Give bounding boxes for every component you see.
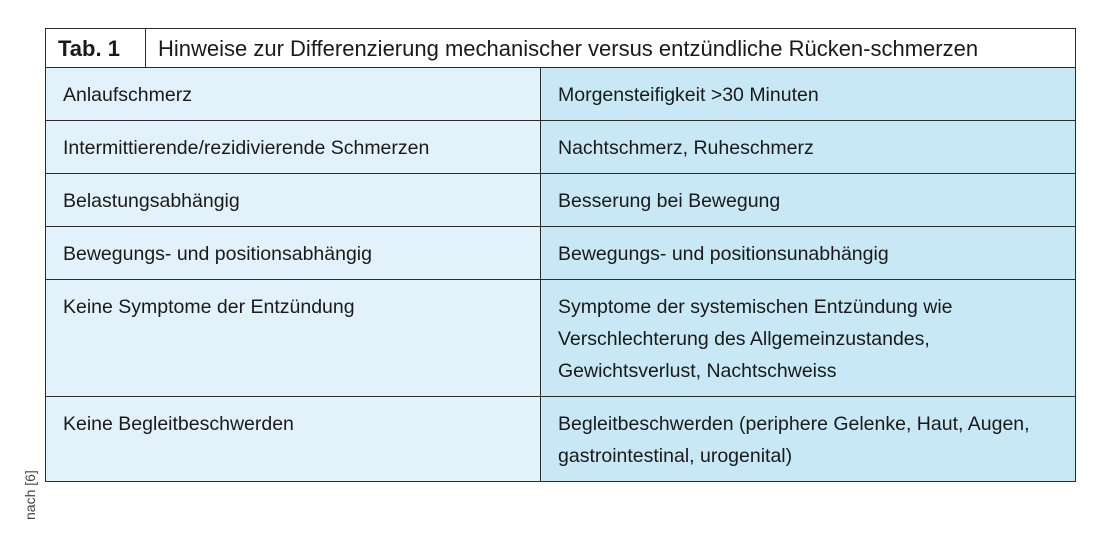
inflammatory-cell: Bewegungs- und positionsunabhängig (541, 227, 1076, 280)
table-header-row (46, 29, 1076, 68)
table-row (46, 397, 1076, 482)
mechanical-cell: Keine Begleitbeschwerden (46, 397, 541, 482)
table-row (46, 121, 1076, 174)
table-row (46, 280, 1076, 397)
source-note: nach [6] (22, 470, 38, 520)
inflammatory-cell: Symptome der systemischen Entzündung wie Verschlechterung des Allgemeinzustandes, Gewichtsverlust, Nachtschweiss (541, 280, 1076, 397)
differentiation-table (45, 28, 1076, 482)
table-row (46, 68, 1076, 121)
mechanical-cell: Intermittierende/rezidivierende Schmerzen (46, 121, 541, 174)
table-label: Tab. 1 (46, 29, 146, 68)
inflammatory-cell: Nachtschmerz, Ruheschmerz (541, 121, 1076, 174)
table-row (46, 174, 1076, 227)
inflammatory-cell: Begleitbeschwerden (periphere Gelenke, Haut, Augen, gastrointestinal, urogenital) (541, 397, 1076, 482)
table-row (46, 227, 1076, 280)
mechanical-cell: Belastungsabhängig (46, 174, 541, 227)
table-title: Hinweise zur Differenzierung mechanischer versus entzündliche Rücken-schmerzen (146, 29, 1076, 68)
inflammatory-cell: Morgensteifigkeit >30 Minuten (541, 68, 1076, 121)
mechanical-cell: Keine Symptome der Entzündung (46, 280, 541, 397)
mechanical-cell: Anlaufschmerz (46, 68, 541, 121)
inflammatory-cell: Besserung bei Bewegung (541, 174, 1076, 227)
mechanical-cell: Bewegungs- und positionsabhängig (46, 227, 541, 280)
